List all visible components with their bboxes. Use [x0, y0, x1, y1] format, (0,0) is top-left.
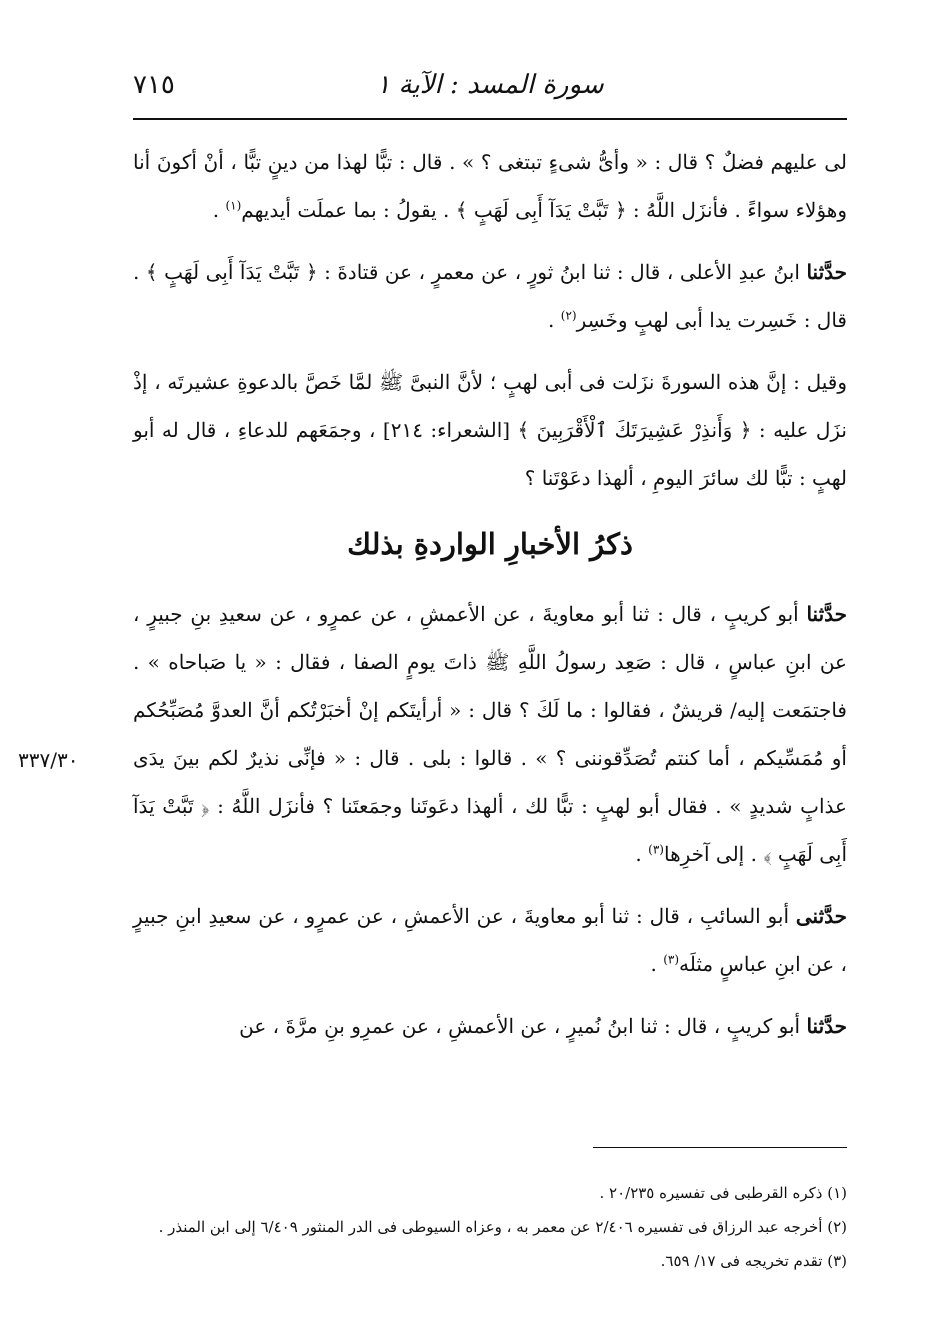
footnote-marker: (٣)	[648, 842, 664, 857]
paragraph	[133, 248, 847, 344]
header-rule	[133, 118, 847, 120]
paragraph-text: أبو كريبٍ ، قال : ثنا أبو معاويةَ ، عن الأعمشِ ، عن عمرٍو ، عن سعيدِ بنِ جبيرٍ ، عن ابنِ عباسٍ ، قال : صَعِد رسولُ اللَّهِ ﷺ ذاتَ يومٍ الصفا ، فقال : « يا صَباحاه » . فاجتمَعت إليه/ قريشٌ ، فقالوا : ما لَكَ ؟ قال : « أرأيتَكم إنْ أخبَرْتُكم أنَّ العدوَّ مُصَبِّحُكم أو مُمَسِّيكم ، أما كنتم تُصَدِّقوننى ؟ » . قالوا : بلى . قال : « فإنِّى نذيرٌ لكم بينَ يدَى عذابٍ شديدٍ » . فقال أبو لهبٍ : تبًّا لك ، ألهذا دعَوتَنا وجمَعتَنا ؟ فأنزَل اللَّهُ : ﴿ تَبَّتْ يَدَآ أَبِى لَهَبٍ ﴾ . إلى آخرِها	[133, 602, 847, 866]
paragraph	[133, 138, 847, 234]
paragraph-lead: حدَّثنا	[806, 602, 847, 626]
paragraph-tail: .	[635, 842, 649, 866]
footnote-marker: (١)	[225, 198, 242, 213]
footnote: (٣) تقدم تخريجه فى ١٧/ ٦٥٩.	[660, 1252, 847, 1270]
footnote-rule	[593, 1147, 847, 1148]
footnote: (١) ذكره القرطبى فى تفسيره ٢٠/٢٣٥ .	[599, 1184, 847, 1202]
paragraph-lead: حدَّثنا	[806, 1014, 847, 1038]
paragraph-lead: حدَّثنا	[806, 260, 847, 284]
main-text	[133, 138, 847, 1064]
section-heading: ذكرُ الأخبارِ الواردةِ بذلك	[347, 527, 633, 561]
paragraph-text: أبو السائبِ ، قال : ثنا أبو معاويةَ ، عن الأعمشِ ، عن عمرٍو ، عن سعيدِ ابنِ جبيرٍ ، عن ابنِ عباسٍ مثلَه	[133, 904, 847, 976]
paragraph-tail: .	[650, 952, 664, 976]
paragraph-tail: .	[212, 198, 226, 222]
paragraph	[133, 590, 847, 878]
margin-reference: ٣٣٧/٣٠	[18, 748, 79, 772]
footnote-marker: (٣)	[663, 952, 680, 967]
footnote: (٢) أخرجه عبد الرزاق فى تفسيره ٢/٤٠٦ عن معمر به ، وعزاه السيوطى فى الدر المنثور ٦/٤٠٩ إلى ابن المنذر .	[158, 1218, 847, 1236]
paragraph-text: لى عليهم فضلٌ ؟ قال : « وأىُّ شىءٍ تبتغى ؟ » . قال : تبًّا لهذا من دينٍ تبًّا ، أنْ أكونَ أنا وهؤلاء سواءً . فأنزَل اللَّهُ : ﴿ تَبَّتْ يَدَآ أَبِى لَهَبٍ ﴾ . يقولُ : بما عملَت أيديهم	[133, 150, 847, 222]
page-number: ٧١٥	[133, 70, 175, 100]
paragraph-lead: حدَّثنى	[795, 904, 847, 928]
paragraph-text: أبو كريبٍ ، قال : ثنا ابنُ نُميرٍ ، عن الأعمشِ ، عن عمرِو بنِ مرَّةَ ، عن	[239, 1014, 807, 1038]
footnotes	[133, 1176, 847, 1278]
paragraph	[133, 1002, 847, 1050]
running-title: سورة المسد : الآية ١	[376, 70, 604, 100]
paragraph-tail: .	[548, 308, 561, 332]
paragraph	[133, 358, 847, 502]
paragraph-text: ابنُ عبدِ الأعلى ، قال : ثنا ابنُ ثورٍ ، عن معمرٍ ، عن قتادةَ : ﴿ تَبَّتْ يَدَآ أَبِى لَهَبٍ ﴾ . قال : خَسِرت يدا أبى لهبٍ وخَسِر	[133, 260, 847, 332]
paragraph	[133, 892, 847, 988]
page-header	[133, 62, 847, 108]
paragraph-text: وقيل : إنَّ هذه السورةَ نزَلت فى أبى لهبٍ ؛ لأنَّ النبىَّ ﷺ لمَّا خَصَّ بالدعوةِ عشيرتَه ، إذْ نزَل عليه : ﴿ وَأَنذِرْ عَشِيرَتَكَ ٱلْأَقْرَبِينَ ﴾ [الشعراء: ٢١٤] ، وجمَعَهم للدعاءِ ، قال له أبو لهبٍ : تبًّا لك سائرَ اليومِ ، ألهذا دعَوْتَنا ؟	[133, 370, 847, 490]
footnote-marker: (٢)	[560, 308, 577, 323]
